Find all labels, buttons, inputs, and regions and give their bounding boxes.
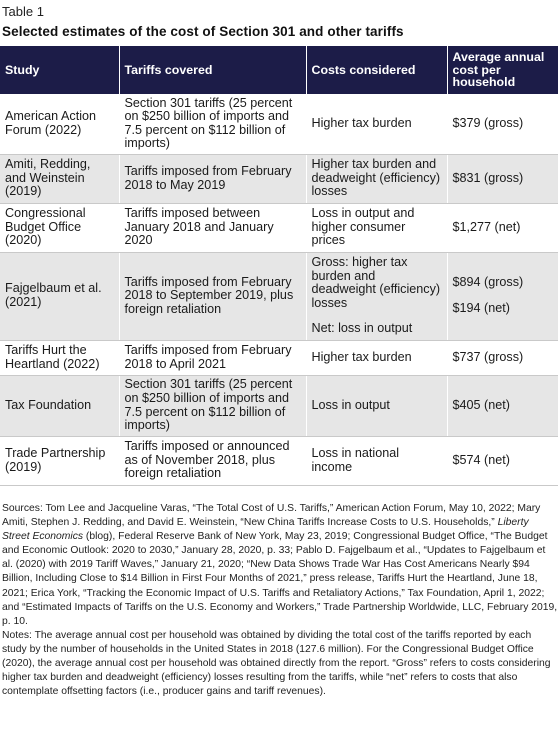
cell-tariffs: Section 301 tariffs (25 percent on $250 billion of imports and 7.5 percent on $112 billion of imports)	[119, 375, 306, 436]
table-row	[0, 154, 558, 203]
cell-cost-value: $1,277 (net)	[447, 203, 558, 252]
cell-cost-value: $574 (net)	[447, 436, 558, 485]
cell-tariffs: Tariffs imposed or announced as of November 2018, plus foreign retaliation	[119, 436, 306, 485]
table-row	[0, 375, 558, 436]
header-tariffs-covered: Tariffs covered	[119, 46, 306, 94]
cell-cost-value: $737 (gross)	[447, 340, 558, 375]
tariff-cost-table	[0, 46, 558, 486]
header-study: Study	[0, 46, 119, 94]
cell-study: Congressional Budget Office (2020)	[0, 203, 119, 252]
table-title: Selected estimates of the cost of Section 301 and other tariffs	[2, 24, 404, 39]
cell-costs	[306, 252, 447, 340]
cell-study: Fajgelbaum et al. (2021)	[0, 252, 119, 340]
cell-study: Amiti, Redding, and Weinstein (2019)	[0, 154, 119, 203]
cell-tariffs: Tariffs imposed from February 2018 to May 2019	[119, 154, 306, 203]
cell-costs: Higher tax burden and deadweight (efficiency) losses	[306, 154, 447, 203]
table-row	[0, 252, 558, 340]
cell-tariffs: Tariffs imposed from February 2018 to April 2021	[119, 340, 306, 375]
sources-italic: Liberty Street Economics	[2, 517, 529, 543]
cell-cost-value: $379 (gross)	[447, 94, 558, 154]
cell-study: Tax Foundation	[0, 375, 119, 436]
cell-tariffs: Section 301 tariffs (25 percent on $250 billion of imports and 7.5 percent on $112 billion of imports)	[119, 94, 306, 154]
costs-net: Net: loss in output	[311, 321, 413, 336]
table-row	[0, 436, 558, 485]
table-row	[0, 340, 558, 375]
header-average-annual-cost: Average annual cost per household	[447, 46, 558, 94]
cell-cost-value: $831 (gross)	[447, 154, 558, 203]
table-row	[0, 203, 558, 252]
cell-tariffs: Tariffs imposed from February 2018 to September 2019, plus foreign retaliation	[119, 252, 306, 340]
cell-costs: Loss in output and higher consumer prices	[306, 203, 447, 252]
cell-tariffs: Tariffs imposed between January 2018 and January 2020	[119, 203, 306, 252]
table-label: Table 1	[2, 4, 44, 19]
sources-text-1: Sources: Tom Lee and Jacqueline Varas, “The Total Cost of U.S. Tariffs,” American Action Forum, May 10, 2022; Mary Amiti, Stephen J. Redding, and David E. Weinstein, “New China Tariffs Increase Costs to U.S. Households,”	[2, 503, 541, 529]
cell-study: American Action Forum (2022)	[0, 94, 119, 154]
table-row	[0, 94, 558, 154]
costs-gross: Gross: higher tax burden and deadweight (efficiency) losses	[311, 255, 441, 310]
cell-study: Tariffs Hurt the Heartland (2022)	[0, 340, 119, 375]
cell-study: Trade Partnership (2019)	[0, 436, 119, 485]
cell-costs: Loss in output	[306, 375, 447, 436]
table-header-row	[0, 46, 558, 94]
cost-value-net: $194 (net)	[452, 301, 510, 315]
header-costs-considered: Costs considered	[306, 46, 447, 94]
notes-paragraph: Notes: The average annual cost per household was obtained by dividing the total cost of the tariffs reported by each study by the number of households in the United States in 2018 (127.6 million). For the Congressional Budget Office (2020), the average annual cost per household was obtained directly from the report. “Gross” refers to costs considering higher tax burden and deadweight (efficiency) losses resulting from the tariffs, while “net” refers to costs that also contemplate offsetting factors (i.e., producer gains and tariff revenues).	[2, 629, 551, 698]
cell-cost-value: $405 (net)	[447, 375, 558, 436]
sources-text-2: (blog), Federal Reserve Bank of New York, May 23, 2019; Congressional Budget Office, “The Budget and Economic Outlook: 2020 to 2030,” January 28, 2020, p. 33; Pablo D. Fajgelbaum et al., “Updates to Fajgelbaum et al. (2020) with 2019 Tariff Waves,” January 21, 2020; “New Data Shows Trade War Has Cost Americans Nearly $94 Billion, Including Close to $14 Billion in First Four Months of 2021,” press release, Tariffs Hurt the Heartland, June 18, 2021; Erica York, “Tracking the Economic Impact of U.S. Tariffs and Retaliatory Actions,” Tax Foundation, April 1, 2022; and “Estimated Impacts of Tariffs on the U.S. Economy and Workers,” Trade Partnership Worldwide, LLC, February 2019, p. 10.	[2, 531, 558, 627]
cell-costs: Higher tax burden	[306, 340, 447, 375]
cost-value-gross: $894 (gross)	[452, 275, 524, 290]
sources-paragraph	[2, 502, 558, 629]
table-notes	[2, 502, 558, 699]
cell-costs: Loss in national income	[306, 436, 447, 485]
cell-cost-value	[447, 252, 558, 340]
cell-costs: Higher tax burden	[306, 94, 447, 154]
